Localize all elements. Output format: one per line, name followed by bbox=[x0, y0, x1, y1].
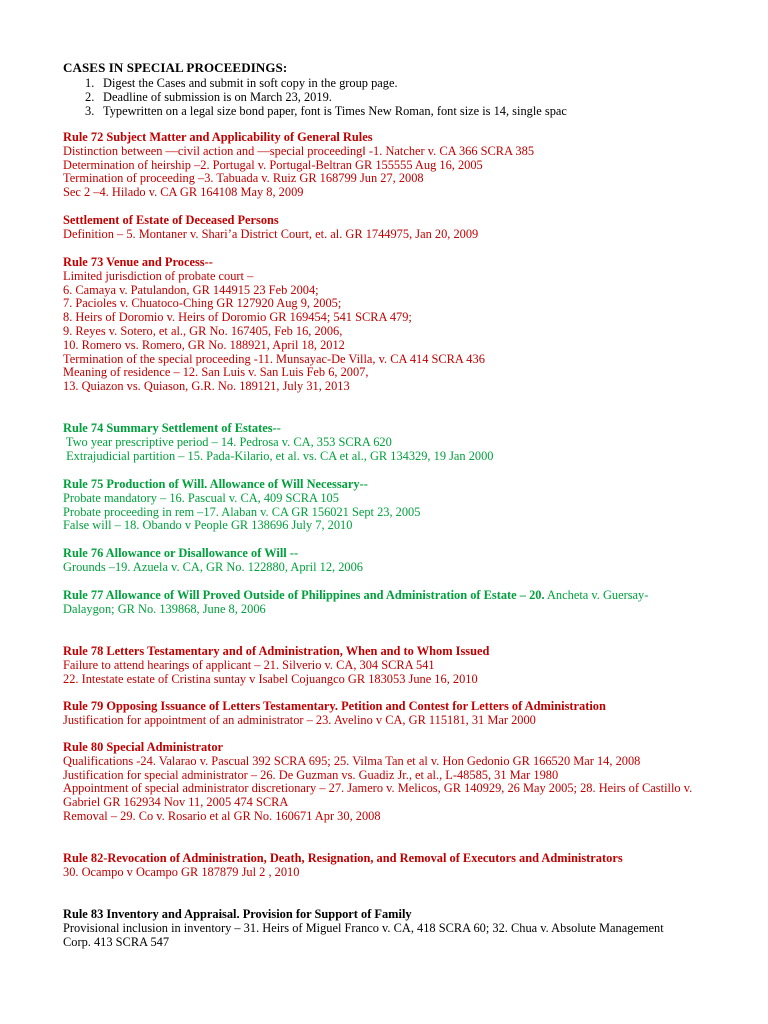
section-title: Rule 74 Summary Settlement of Estates-- bbox=[63, 421, 281, 435]
case-line: Sec 2 –4. Hilado v. CA GR 164108 May 8, 2009 bbox=[63, 185, 304, 200]
section-title: Rule 83 Inventory and Appraisal. Provision for Support of Family bbox=[63, 907, 412, 921]
instruction-item: 3. Typewritten on a legal size bond paper, font is Times New Roman, font size is 14, single spac bbox=[85, 104, 567, 118]
case-line: 13. Quiazon vs. Quiason, G.R. No. 189121, July 31, 2013 bbox=[63, 379, 350, 394]
case-line: 6. Camaya v. Patulandon, GR 144915 23 Feb 2004; bbox=[63, 282, 319, 297]
case-line: Distinction between —civil action and —special proceeding‖ -1. Natcher v. CA 366 SCRA 385 bbox=[63, 143, 535, 158]
section-title: Rule 79 Opposing Issuance of Letters Testamentary. Petition and Contest for Letters of Administration bbox=[63, 699, 606, 713]
section-title: Settlement of Estate of Deceased Persons bbox=[63, 213, 279, 227]
case-line: Limited jurisdiction of probate court – bbox=[63, 268, 254, 283]
case-line: Removal – 29. Co v. Rosario et al GR No. 160671 Apr 30, 2008 bbox=[63, 808, 381, 823]
case-line: Grounds –19. Azuela v. CA, GR No. 122880, April 12, 2006 bbox=[63, 559, 363, 574]
case-line: 8. Heirs of Doromio v. Heirs of Doromio GR 169454; 541 SCRA 479; bbox=[63, 310, 412, 325]
case-line: Probate mandatory – 16. Pascual v. CA, 409 SCRA 105 bbox=[63, 490, 339, 505]
case-line: Justification for special administrator – 26. De Guzman vs. Guadiz Jr., et al., L-48585, 31 Mar 1980 bbox=[63, 767, 559, 782]
section-rule-74 bbox=[63, 422, 723, 463]
section-rule-72 bbox=[63, 131, 723, 200]
case-line: 10. Romero vs. Romero, GR No. 188921, April 18, 2012 bbox=[63, 337, 345, 352]
case-line: 7. Pacioles v. Chuatoco-Ching GR 127920 Aug 9, 2005; bbox=[63, 296, 342, 311]
section-title: Rule 77 Allowance of Will Proved Outside of Philippines and Administration of Estate – 20. bbox=[63, 588, 545, 602]
section-rule-75 bbox=[63, 478, 723, 533]
case-line: Provisional inclusion in inventory – 31. Heirs of Miguel Franco v. CA, 418 SCRA 60; 32. Chua v. Absolute Management Corp. 413 SCRA 547 bbox=[63, 920, 664, 949]
instructions-list bbox=[63, 76, 567, 118]
case-line: Failure to attend hearings of applicant – 21. Silverio v. CA, 304 SCRA 541 bbox=[63, 657, 435, 672]
section-title: Rule 75 Production of Will. Allowance of Will Necessary-- bbox=[63, 477, 368, 491]
case-line: Determination of heirship –2. Portugal v. Portugal-Beltran GR 155555 Aug 16, 2005 bbox=[63, 157, 483, 172]
section-rule-79 bbox=[63, 700, 723, 728]
section-rule-78 bbox=[63, 645, 723, 686]
case-line: Two year prescriptive period – 14. Pedrosa v. CA, 353 SCRA 620 bbox=[63, 434, 392, 449]
case-line: Appointment of special administrator discretionary – 27. Jamero v. Melicos, GR 140929, 26 May 2005; 28. Heirs of Castillo v. Gabriel GR 162934 Nov 11, 2005 474 SCRA bbox=[63, 781, 693, 810]
section-title: Rule 73 Venue and Process-- bbox=[63, 255, 213, 269]
case-line: False will – 18. Obando v People GR 138696 July 7, 2010 bbox=[63, 518, 353, 533]
case-line: 9. Reyes v. Sotero, et al., GR No. 167405, Feb 16, 2006, bbox=[63, 323, 343, 338]
section-rule-76 bbox=[63, 547, 723, 575]
case-line: Extrajudicial partition – 15. Pada-Kilario, et al. vs. CA et al., GR 134329, 19 Jan 2000 bbox=[63, 448, 494, 463]
section-title: Rule 78 Letters Testamentary and of Administration, When and to Whom Issued bbox=[63, 644, 490, 658]
section-title: Rule 72 Subject Matter and Applicability of General Rules bbox=[63, 130, 373, 144]
section-title: Rule 80 Special Administrator bbox=[63, 740, 224, 754]
section-rule-83 bbox=[63, 908, 683, 949]
case-line: Justification for appointment of an administrator – 23. Avelino v CA, GR 115181, 31 Mar 2000 bbox=[63, 712, 536, 727]
case-line: Definition – 5. Montaner v. Shari’a District Court, et. al. GR 1744975, Jan 20, 2009 bbox=[63, 226, 479, 241]
case-line: Termination of the special proceeding -11. Munsayac-De Villa, v. CA 414 SCRA 436 bbox=[63, 351, 485, 366]
case-line: 30. Ocampo v Ocampo GR 187879 Jul 2 , 2010 bbox=[63, 864, 300, 879]
section-rule-73 bbox=[63, 256, 723, 394]
section-rule-80 bbox=[63, 741, 703, 824]
section-settlement bbox=[63, 214, 723, 242]
instruction-item: 1. Digest the Cases and submit in soft copy in the group page. bbox=[85, 76, 398, 90]
case-line: Ancheta v. Guersay-Dalaygon; GR No. 139868, June 8, 2006 bbox=[63, 588, 649, 616]
instruction-item: 2. Deadline of submission is on March 23, 2019. bbox=[85, 90, 332, 104]
case-line: Qualifications -24. Valarao v. Pascual 392 SCRA 695; 25. Vilma Tan et al v. Hon Gedonio GR 166520 Mar 14, 2008 bbox=[63, 753, 641, 768]
page-title: CASES IN SPECIAL PROCEEDINGS: bbox=[63, 60, 288, 75]
section-title: Rule 76 Allowance or Disallowance of Will -- bbox=[63, 546, 299, 560]
case-line: 22. Intestate estate of Cristina suntay v Isabel Cojuangco GR 183053 June 16, 2010 bbox=[63, 671, 478, 686]
case-line: Probate proceeding in rem –17. Alaban v. CA GR 156021 Sept 23, 2005 bbox=[63, 504, 421, 519]
section-title: Rule 82-Revocation of Administration, Death, Resignation, and Removal of Executors and Administrators bbox=[63, 851, 623, 865]
section-rule-77 bbox=[63, 589, 683, 617]
case-line: Meaning of residence – 12. San Luis v. San Luis Feb 6, 2007, bbox=[63, 365, 369, 380]
case-line: Termination of proceeding –3. Tabuada v. Ruiz GR 168799 Jun 27, 2008 bbox=[63, 171, 424, 186]
section-rule-82 bbox=[63, 852, 723, 880]
